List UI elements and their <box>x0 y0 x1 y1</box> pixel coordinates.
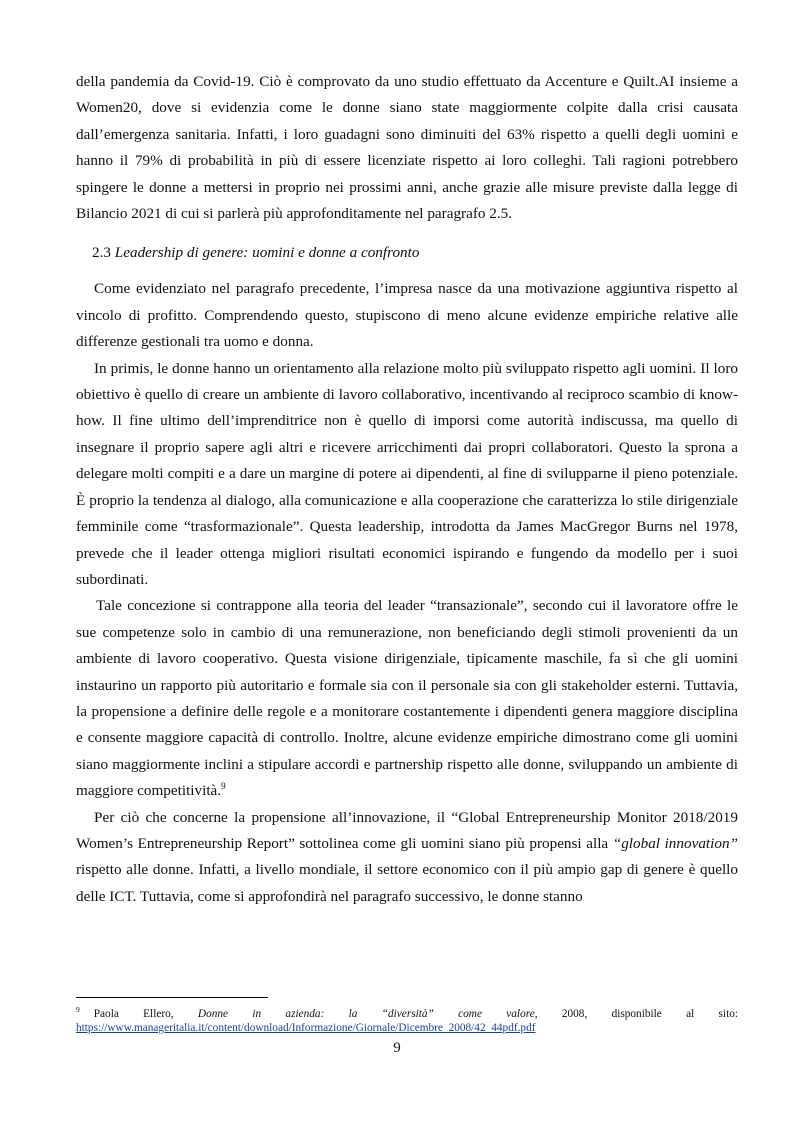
paragraph-innovation <box>76 805 738 911</box>
footnote-number: 9 <box>76 1005 80 1015</box>
section-number: 2.3 <box>92 244 111 262</box>
footnote-author: Paola Ellero, <box>93 1008 174 1020</box>
paragraph-motivation: Come evidenziato nel paragrafo precedente, l’impresa nasce da una motivazione aggiuntiva rispetto al vincolo di profitto. Comprendendo questo, stupiscono di meno alcune evidenze empiriche relative alle differenze gestionali tra uomo e donna. <box>76 280 738 351</box>
paragraph-transformational: In primis, le donne hanno un orientamento alla relazione molto più sviluppato rispetto agli uomini. Il loro obiettivo è quello di creare un ambiente di lavoro collaborativo, incentivando al reciproco scambio di know-how. Il fine ultimo dell’imprenditrice non è quello di imporsi come autorità indiscussa, ma quello di insegnare il proprio sapere agli altri e ricevere arricchimenti dai propri collaboratori. Questo la sprona a delegare molti compiti e a dare un margine di potere ai dipendenti, al fine di svilupparne il pieno potenziale. È proprio la tendenza al dialogo, alla comunicazione e alla cooperazione che caratterizza lo stile dirigenziale femminile come “trasformazionale”. Questa leadership, introdotta da James MacGregor Burns nel 1978, prevede che il leader ottenga migliori risultati economici ispirando e fungendo da modello per i suoi subordinati. <box>76 359 738 588</box>
footnote-reference[interactable]: 9 <box>221 781 226 792</box>
footnote <box>76 1007 738 1035</box>
paragraph-innovation-start: Per ciò che concerne la propensione all’innovazione, il “Global Entrepreneurship Monitor 2018/2019 Women’s Entrepreneurship Report” sottolinea come gli uomini siano più propensi alla <box>76 808 738 852</box>
footnote-link[interactable]: https://www.manageritalia.it/content/download/Informazione/Giornale/Dicembre_2008/42_44pdf.pdf <box>76 1022 536 1034</box>
page-number: 9 <box>393 1040 401 1056</box>
footnote-separator <box>76 997 268 998</box>
body-text <box>76 69 738 910</box>
section-heading <box>92 240 738 266</box>
footnote-details: , 2008, disponibile al sito: <box>534 1008 739 1020</box>
paragraph-covid-impact: della pandemia da Covid-19. Ciò è comprovato da uno studio effettuato da Accenture e Quilt.AI insieme a Women20, dove si evidenzia come le donne siano state maggiormente colpite dalla crisi causata dall’emergenza sanitaria. Infatti, i loro guadagni sono diminuiti del 63% rispetto a quelli degli uomini e hanno il 79% di probabilità in più di essere licenziate rispetto ai loro colleghi. Tali ragioni potrebbero spingere le donne a mettersi in proprio nei prossimi anni, anche grazie alle misure previste dalla legge di Bilancio 2021 di cui si parlerà più approfonditamente nel paragrafo 2.5. <box>76 73 738 223</box>
paragraph-innovation-end: rispetto alle donne. Infatti, a livello mondiale, il settore economico con il più ampio gap di genere è quello delle ICT. Tuttavia, come si approfondirà nel paragrafo successivo, le donne stanno <box>76 861 738 905</box>
emphasis-global-innovation: “global innovation” <box>612 834 739 852</box>
paragraph-transactional-text: Tale concezione si contrappone alla teoria del leader “transazionale”, secondo cui il lavoratore offre le sue competenze solo in cambio di una remunerazione, non beneficiando degli stimoli provenienti da un ambiente di lavoro cooperativo. Questa visione dirigenziale, tipicamente maschile, fa sì che gli uomini instaurino un rapporto più autoritario e formale sia con il personale sia con gli stakeholder esterni. Tuttavia, la propensione a definire delle regole e a monitorare costantemente i dipendenti genera maggiore disciplina e consente maggiore capacità di controllo. Inoltre, alcune evidenze empiriche dimostrano come gli uomini siano maggiormente inclini a stipulare accordi e partnership rispetto alle donne, sviluppando un ambiente di maggiore competitività. <box>76 597 738 800</box>
section-title: Leadership di genere: uomini e donne a confronto <box>114 244 420 262</box>
paragraph-transactional <box>76 593 738 804</box>
footnote-title: Donne in azienda: la “diversità” come valore <box>197 1008 535 1020</box>
